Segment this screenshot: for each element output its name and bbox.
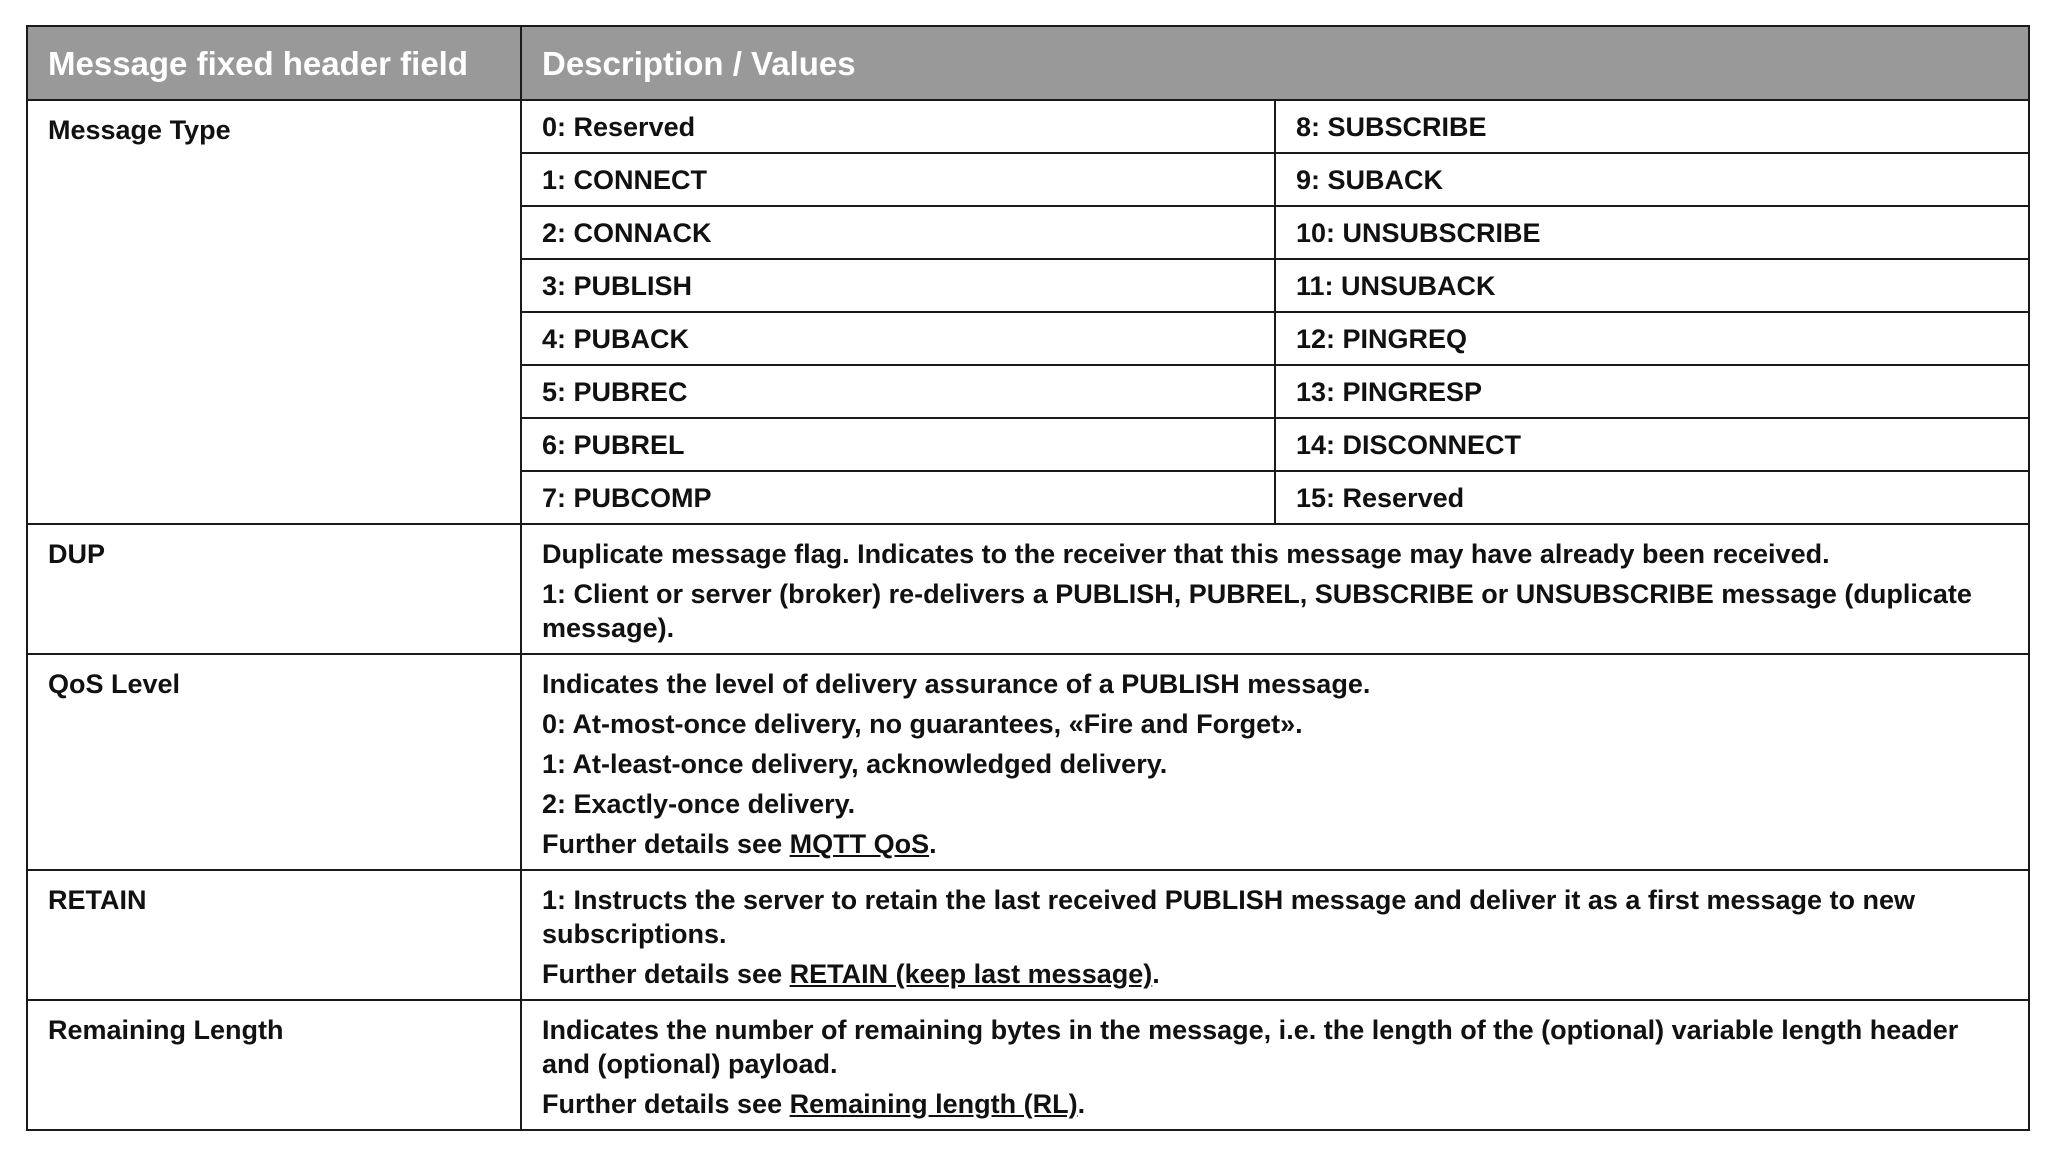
- table-row: [27, 100, 2029, 153]
- qos-description: [521, 654, 2029, 870]
- qos-line: 1: At-least-once delivery, acknowledged delivery.: [542, 749, 1168, 779]
- field-dup: DUP: [27, 524, 521, 654]
- message-type-value: 5: PUBREC: [521, 365, 1275, 418]
- message-type-value: 6: PUBREL: [521, 418, 1275, 471]
- details-prefix: Further details see: [542, 959, 790, 989]
- message-type-value: 9: SUBACK: [1275, 153, 2029, 206]
- retain-description: [521, 870, 2029, 1000]
- details-suffix: .: [1152, 959, 1160, 989]
- message-type-value: 2: CONNACK: [521, 206, 1275, 259]
- message-type-value: 3: PUBLISH: [521, 259, 1275, 312]
- qos-details: [542, 827, 2008, 861]
- qos-line: 0: At-most-once delivery, no guarantees, «Fire and Forget».: [542, 709, 1303, 739]
- retain-details: [542, 957, 2008, 991]
- message-type-value: 1: CONNECT: [521, 153, 1275, 206]
- retain-line: 1: Instructs the server to retain the last received PUBLISH message and deliver it as a first message to new subscriptions.: [542, 885, 1916, 949]
- details-suffix: .: [1077, 1089, 1086, 1119]
- message-type-value: 4: PUBACK: [521, 312, 1275, 365]
- table-row-retain: [27, 870, 2029, 1000]
- message-type-value: 11: UNSUBACK: [1275, 259, 2029, 312]
- message-type-value: 8: SUBSCRIBE: [1275, 100, 2029, 153]
- message-type-value: 12: PINGREQ: [1275, 312, 2029, 365]
- remaining-length-link[interactable]: Remaining length (RL): [789, 1089, 1078, 1119]
- field-retain: RETAIN: [27, 870, 521, 1000]
- field-qos-level: QoS Level: [27, 654, 521, 870]
- table-row-qos: [27, 654, 2029, 870]
- header-description: Description / Values: [521, 26, 2029, 100]
- message-type-value: 14: DISCONNECT: [1275, 418, 2029, 471]
- remaining-length-details: [542, 1087, 2008, 1121]
- qos-line: 2: Exactly-once delivery.: [542, 789, 856, 819]
- mqtt-fixed-header-table: [26, 25, 2030, 1131]
- message-type-value: 0: Reserved: [521, 100, 1275, 153]
- table-row-remaining-length: [27, 1000, 2029, 1130]
- details-suffix: .: [929, 829, 937, 859]
- message-type-value: 10: UNSUBSCRIBE: [1275, 206, 2029, 259]
- table-row-dup: [27, 524, 2029, 654]
- field-message-type: Message Type: [27, 100, 521, 524]
- message-type-value: 7: PUBCOMP: [521, 471, 1275, 524]
- mqtt-qos-link[interactable]: MQTT QoS: [789, 829, 930, 859]
- message-type-value: 15: Reserved: [1275, 471, 2029, 524]
- qos-line: Indicates the level of delivery assurance of a PUBLISH message.: [542, 669, 1371, 699]
- details-prefix: Further details see: [542, 1089, 790, 1119]
- message-type-value: 13: PINGRESP: [1275, 365, 2029, 418]
- details-prefix: Further details see: [542, 829, 790, 859]
- remaining-length-line: Indicates the number of remaining bytes in the message, i.e. the length of the (optional) variable length header and (optional) payload.: [542, 1015, 1959, 1079]
- dup-line: Duplicate message flag. Indicates to the receiver that this message may have already been received.: [542, 539, 1830, 569]
- remaining-length-description: [521, 1000, 2029, 1130]
- table-header-row: [27, 26, 2029, 100]
- header-field: Message fixed header field: [27, 26, 521, 100]
- field-remaining-length: Remaining Length: [27, 1000, 521, 1130]
- dup-description: [521, 524, 2029, 654]
- dup-line: 1: Client or server (broker) re-delivers a PUBLISH, PUBREL, SUBSCRIBE or UNSUBSCRIBE message (duplicate message).: [542, 579, 1972, 643]
- retain-link[interactable]: RETAIN (keep last message): [789, 959, 1153, 989]
